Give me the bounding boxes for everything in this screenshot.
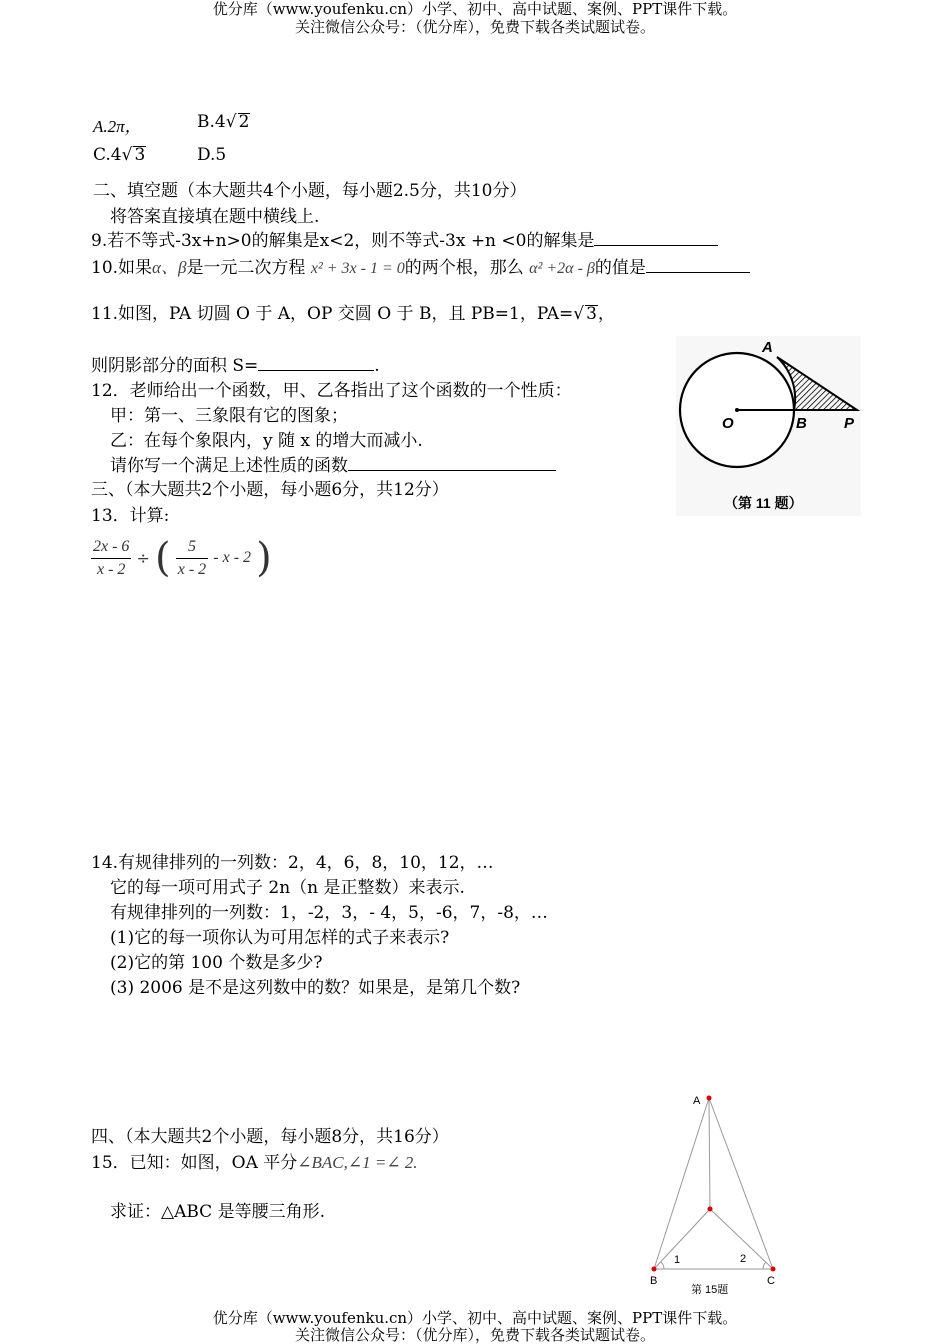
figure-15-label-a: A bbox=[693, 1095, 701, 1107]
question-15-prove: 求证：△ABC 是等腰三角形. bbox=[110, 1202, 325, 1222]
figure-15-label-2: 2 bbox=[740, 1253, 747, 1265]
question-11: 11.如图，PA 切圆 O 于 A，OP 交圆 O 于 B，且 PB=1，PA=√ 3， bbox=[91, 304, 615, 324]
question-12: 12．老师给出一个函数，甲、乙各指出了这个函数的一个性质： bbox=[91, 381, 572, 401]
figure-15-label-b: B bbox=[650, 1275, 658, 1287]
question-14-part1: (1)它的每一项你认为可用怎样的式子来表示? bbox=[110, 928, 450, 948]
figure-15-label-1: 1 bbox=[674, 1254, 681, 1266]
section3-title: 三、（本大题共2个小题，每小题6分，共12分） bbox=[91, 480, 449, 500]
fraction-1: $\frac{2x - 6}{x - 2}$ bbox=[93, 537, 130, 578]
segment-ao bbox=[709, 1098, 710, 1209]
answer-blank-12[interactable] bbox=[348, 454, 556, 471]
question-13-expression: $\frac{2x - 6}{x - 2}$ ÷ ( $\frac{5}{x - 2}$ - x - 2 ) bbox=[93, 535, 272, 581]
question-10: 10.如果α、β是一元二次方程 x² + 3x - 1 = 0的两个根，那么 α² +2α - β的值是 bbox=[91, 253, 750, 278]
question-9: 9.若不等式-3x+n>0的解集是x<2，则不等式-3x +n <0的解集是 bbox=[91, 226, 718, 251]
segment-ob bbox=[654, 1209, 710, 1269]
figure-11-label-o: O bbox=[722, 415, 734, 432]
question-14: 14.有规律排列的一列数：2，4，6，8，10，12，… bbox=[91, 853, 494, 873]
fraction-2: $\frac{5}{x - 2}$ bbox=[177, 537, 207, 578]
question-12-jia: 甲：第一、三象限有它的图象； bbox=[110, 406, 348, 426]
point-a bbox=[707, 1096, 712, 1101]
option-d: D.5 bbox=[197, 145, 227, 165]
question-14-part3: (3) 2006 是不是这列数中的数？如果是，是第几个数? bbox=[110, 978, 521, 998]
answer-blank-10[interactable] bbox=[646, 256, 750, 273]
figure-11-label-b: B bbox=[796, 415, 807, 432]
figure-11-label-a: A bbox=[762, 339, 773, 356]
page-header-line1: 优分库（www.youfenku.cn）小学、初中、高中试题、案例、PPT课件下载。 bbox=[212, 0, 738, 18]
page-footer-line2: 关注微信公众号：（优分库），免费下载各类试题试卷。 bbox=[294, 1326, 655, 1344]
question-15: 15．已知：如图，OA 平分∠BAC,∠1 =∠ 2. bbox=[91, 1153, 418, 1173]
option-b: B.4√ 2 bbox=[197, 112, 250, 132]
section2-title: 二、填空题（本大题共4个小题，每小题2.5分，共10分） bbox=[93, 181, 527, 201]
option-a: A.2π， bbox=[93, 117, 142, 136]
question-14-part2: (2)它的第 100 个数是多少? bbox=[110, 953, 323, 973]
segment-ac bbox=[709, 1098, 773, 1269]
figure-11 bbox=[676, 336, 861, 516]
question-13: 13．计算: bbox=[91, 506, 170, 526]
page-footer-line1: 优分库（www.youfenku.cn）小学、初中、高中试题、案例、PPT课件下载。 bbox=[212, 1309, 738, 1327]
question-11-line2: 则阴影部分的面积 S= . bbox=[91, 356, 380, 376]
point-b bbox=[652, 1267, 657, 1272]
answer-blank-11[interactable] bbox=[258, 354, 374, 371]
point-c bbox=[771, 1267, 776, 1272]
figure-15-caption: 第 15题 bbox=[691, 1284, 729, 1296]
question-14-line2: 它的每一项可用式子 2n（n 是正整数）来表示. bbox=[110, 878, 465, 898]
section2-instruction: 将答案直接填在题中横线上. bbox=[110, 207, 320, 227]
figure-15-label-c: C bbox=[767, 1275, 775, 1287]
page-header-line2: 关注微信公众号：（优分库），免费下载各类试题试卷。 bbox=[294, 18, 655, 36]
answer-blank-9[interactable] bbox=[594, 229, 718, 246]
question-12-yi: 乙：在每个象限内，y 随 x 的增大而减小. bbox=[110, 431, 423, 451]
figure-15 bbox=[640, 1088, 790, 1298]
point-o bbox=[708, 1207, 713, 1212]
question-14-line3: 有规律排列的一列数：1，-2，3，- 4，5，-6，7，-8，… bbox=[110, 903, 548, 923]
figure-11-caption: （第 11 题） bbox=[724, 495, 803, 511]
figure-11-label-p: P bbox=[844, 415, 855, 432]
option-c: C.4√ 3 bbox=[93, 145, 146, 165]
question-12-ask: 请你写一个满足上述性质的函数 bbox=[110, 451, 556, 476]
section4-title: 四、（本大题共2个小题，每小题8分，共16分） bbox=[91, 1127, 449, 1147]
segment-ab bbox=[654, 1098, 709, 1269]
